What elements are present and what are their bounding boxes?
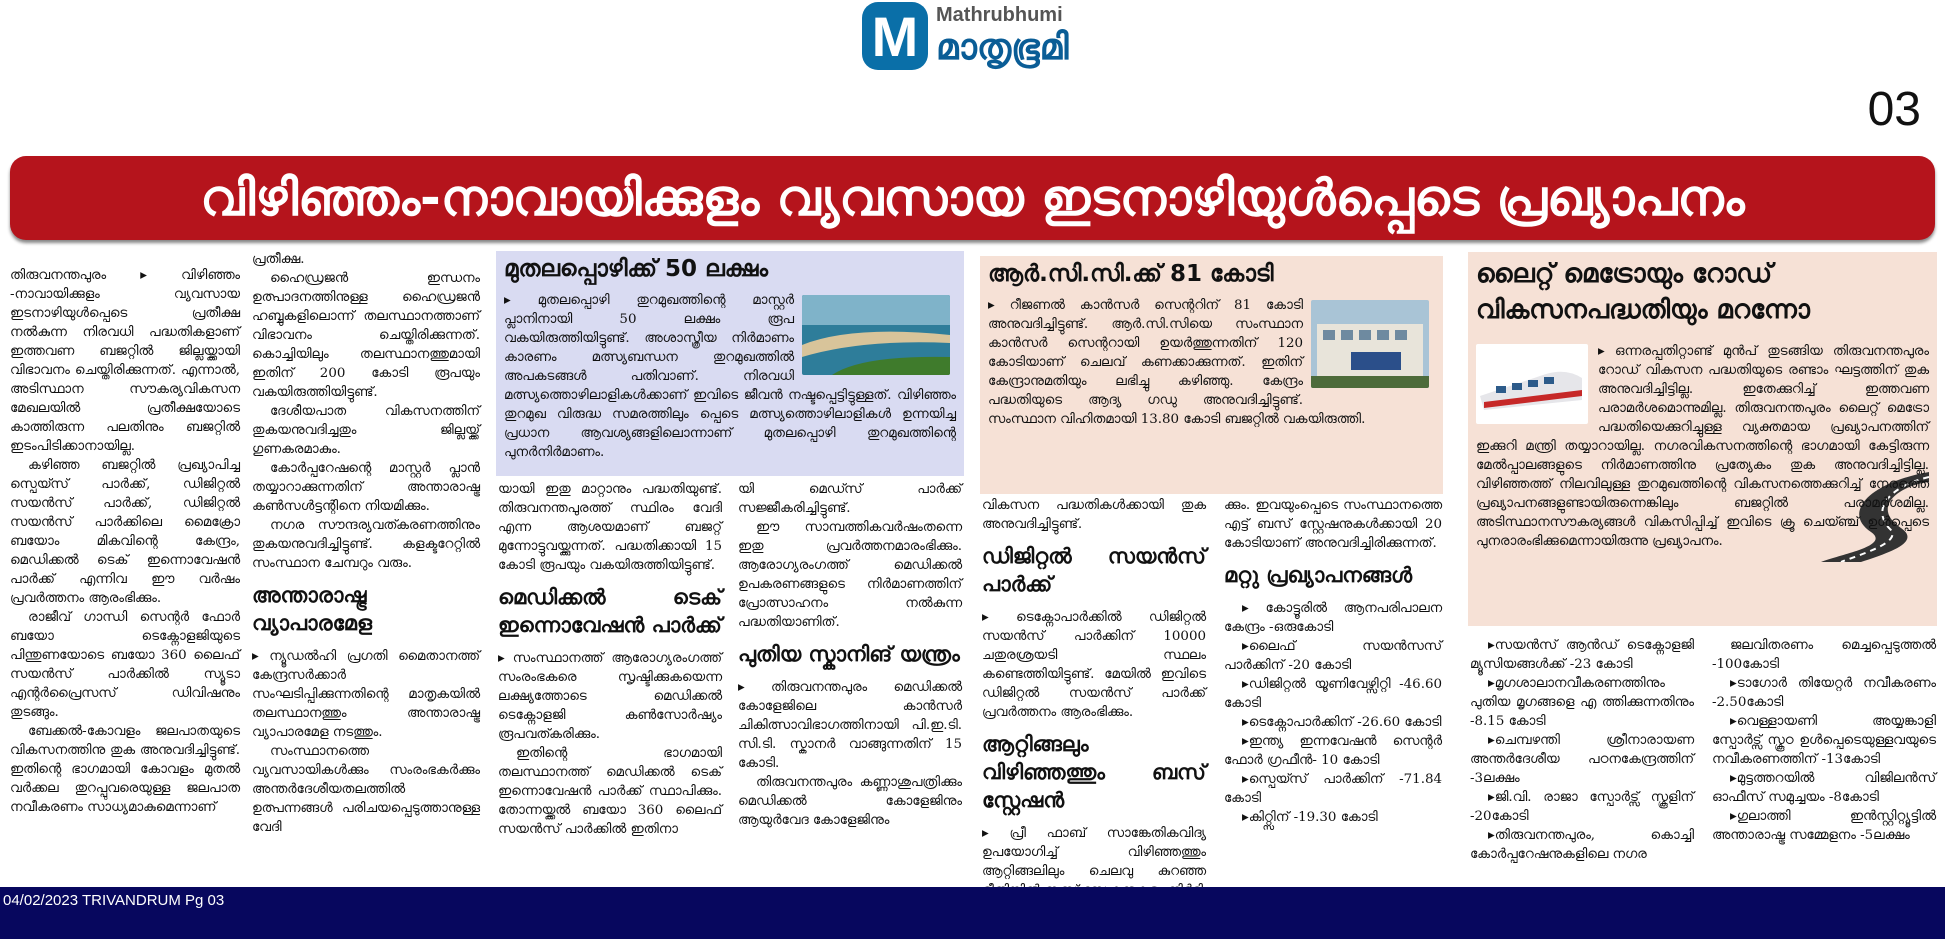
article-column-5a [1470, 636, 1694, 864]
rcc-building-photo [1311, 300, 1429, 388]
article-column-2 [252, 250, 480, 837]
article-column-1 [10, 266, 240, 817]
list-item: ▸ഗുലാത്തി ഇൻസ്റ്റിറ്റ്യൂട്ടിൽ അന്താരാഷ്ട്ര സമ്മേളനം -5ലക്ഷം [1712, 809, 1936, 843]
paragraph: നഗര സൗന്ദര്യവത്കരണത്തിനും തുകയനുവദിച്ചിട്ടുണ്ട്. കളക്ടറേറ്റിൽ സംസ്ഥാന ചേമ്പറും വരും. [252, 518, 480, 571]
list-item: ▸ഇന്ത്യ ഇന്നവേഷൻ സെന്റർ ഫോർ ഗ്രഫീൻ- 10 കോടി [1224, 734, 1442, 768]
subheading: മറ്റു പ്രഖ്യാപനങ്ങൾ [1224, 563, 1413, 587]
paragraph: ▸ തിരുവനന്തപുരം മെഡിക്കൽ കോളേജിലെ കാൻസർ ചികിത്സാവിഭാഗത്തിനായി പി.ഇ.ടി. സി.ടി. സ്കാനർ വാങ്ങുന്നതിന് 15 കോടി. [738, 680, 962, 771]
list-item: ▸കിറ്റ്സിന് -19.30 കോടി [1242, 810, 1378, 825]
sidebar-box-rcc [980, 256, 1443, 494]
paragraph: ഹൈഡ്രജൻ ഇന്ധനം ഉത്പാദനത്തിനുള്ള ഹൈഡ്രജൻ ഹബ്ബുകളിലൊന്ന് തലസ്ഥാനത്താണ് വിഭാവനം ചെയ്തിരിക്കുന്നത്. കൊച്ചിയിലും തലസ്ഥാനത്തുമായി ഇതിന് 200 കോടി രൂപയും വകയിരുത്തിയിട്ടുണ്ട്. [252, 271, 480, 400]
box-text: ▸ ഒന്നരപ്പതിറ്റാണ്ട് മുൻപ് തുടങ്ങിയ തിരുവനന്തപുരം റോഡ് വികസന പദ്ധതിയുടെ രണ്ടാം ഘട്ടത്തിന് തുക അനുവദിച്ചിട്ടില്ല. ഇതേക്കുറിച്ച് ഇത്തവണ പരാമർശമൊന്നുമില്ല. തിരുവനന്തപുരം ലൈറ്റ് മെട്രോ പദ്ധതിയെക്കുറിച്ചുള്ള വ്യക്തമായ പ്രഖ്യാപനത്തിന് ഇക്കുറി മന്ത്രി തയ്യാറായില്ല. നഗരവികസനത്തിന്റെ ഭാഗമായി കേട്ടിരുന്ന മേൽപ്പാലങ്ങളുടെ നിർമാണത്തിനു പ്രത്യേകം തുക അനുവദിച്ചിട്ടില്ല. വിഴിഞ്ഞത്ത് നിലവിലുള്ള തുറമുഖത്തിന്റെ വികസനത്തെക്കുറിച്ച് നേരത്തെ പ്രഖ്യാപനങ്ങളുണ്ടായിരുന്നെങ്കിലും ബജറ്റിൽ പരാമർശമില്ല. അടിസ്ഥാനസൗകര്യങ്ങൾ വികസിപ്പിച്ച് ഇവിടെ ക്രൂ ചെയ്ഞ്ച് ഉൾപ്പെടെ പുനരാരംഭിക്കുമെന്നായിരുന്നു പ്രഖ്യാപനം. [1476, 344, 1929, 549]
subheading: മെഡിക്കൽ ടെക് ഇന്നൊവേഷൻ പാർക്ക് [498, 585, 722, 637]
list-item: ▸ചെമ്പഴന്തി ശ്രീനാരായണ അന്തർദേശീയ പഠനകേന്ദ്രത്തിന് -3ലക്ഷം [1470, 733, 1694, 786]
metro-train-photo [1476, 344, 1588, 424]
paragraph: ഈ സാമ്പത്തികവർഷംതന്നെ ഇതു പ്രവർത്തനമാരംഭിക്കും. ആരോഗ്യരംഗത്ത് മെഡിക്കൽ ഉപകരണങ്ങളുടെ നിർമാണത്തിന് പ്രോത്സാഹനം നൽകുന്ന പദ്ധതിയാണിത്. [738, 520, 962, 630]
list-item: ▸ജി.വി. രാജാ സ്പോർട്സ് സ്കൂളിന് -20കോടി [1470, 790, 1694, 824]
list-item: ▸തിരുവനന്തപുരം, കൊച്ചി കോർപ്പറേഷനുകളിലെ നഗര [1470, 828, 1694, 862]
paragraph: ▸ പ്രീ ഫാബ് സാങ്കേതികവിദ്യ ഉപയോഗിച്ച് വിഴിഞ്ഞത്തും ആറ്റിങ്ങലിലും ചെലവു കുറഞ്ഞ [982, 826, 1206, 879]
list-item: ▸മൃഗശാലാനവീകരണത്തിനും പുതിയ മൃഗങ്ങളെ എ ത്തിക്കുന്നതിനും -8.15 കോടി [1470, 676, 1694, 729]
paragraph: ▸ ടെക്നോപാർക്കിൽ ഡിജിറ്റൽ സയൻസ് പാർക്കിന് 10000 ചതുരശ്രയടി സ്ഥലം കണ്ടെത്തിയിട്ടുണ്ട്. മേയിൽ ഇവിടെ ഡിജിറ്റൽ സയൻസ് പാർക്ക് പ്രവർത്തനം ആരംഭിക്കും. [982, 610, 1206, 720]
paragraph: സംസ്ഥാനത്തെ വ്യവസായികൾക്കും സംരംഭകർക്കും അന്തർദേശീയതലത്തിൽ ഉത്പന്നങ്ങൾ പരിചയപ്പെടുത്താനുള്ള വേദി [252, 744, 480, 835]
headline: വിഴിഞ്ഞം-നാവായിക്കുളം വ്യവസായ ഇടനാഴിയുൾപ്പെടെ പ്രഖ്യാപനം [200, 168, 1745, 227]
paragraph: രാജീവ് ഗാന്ധി സെന്റർ ഫോർ ബയോ ടെക്നോളജിയുടെ പിന്തുണയോടെ ബയോ 360 ലൈഫ് സയൻസ് പാർക്കിൽ സ്യൂടാ എന്റർപ്രൈസസ് ഡിവിഷനും തുടങ്ങും. [10, 610, 240, 720]
list-item: ▸ടെക്നോപാർക്കിന് -26.60 കോടി [1242, 715, 1442, 730]
subheading: അന്താരാഷ്ട്ര വ്യാപാരമേള [252, 583, 372, 635]
logo-english: Mathrubhumi [936, 3, 1063, 26]
list-item: ▸ കോട്ടൂരിൽ ആനപരിപാലന കേന്ദ്രം -ഒരുകോടി [1224, 601, 1442, 635]
list-item: ▸ലൈഫ് സയൻസസ് പാർക്കിന് -20 കോടി [1224, 639, 1442, 673]
paragraph: ദേശീയപാത വികസനത്തിന് തുകയനുവദിച്ചതും ജില്ലയ്ക്ക് ഗുണകരമാകും. [252, 404, 480, 457]
masthead-logo [862, 2, 1069, 70]
paragraph: വികസന പദ്ധതികൾക്കായി തുക അനുവദിച്ചിട്ടുണ്ട്. [982, 498, 1206, 532]
paragraph: ക്കും. ഇവയുംപ്പെടെ സംസ്ഥാനത്തെ എട്ട് ബസ് സ്റ്റേഷനുകൾക്കായി 20 കോടിയാണ് അനുവദിച്ചിരിക്കുന്നത്. [1224, 498, 1442, 551]
paragraph: തിരുവനന്തപുരം കണ്ണാശുപത്രിക്കും മെഡിക്കൽ കോളേജിനും ആയുർവേദ കോളേജിനും [738, 775, 962, 828]
logo-malayalam: മാതൃഭൂമി [936, 26, 1069, 68]
box-text: ▸ റീജണൽ കാൻസർ സെന്ററിന് 81 കോടി അനുവദിച്ചിട്ടുണ്ട്. ആർ.സി.സിയെ സംസ്ഥാന കാൻസർ സെന്ററായി ഉയർത്തുന്നതിന് 120 കോടിയാണ് ചെലവ് കണക്കാക്കുന്നത്. ഇതിന് കേന്ദ്രാനുമതിയും ലഭിച്ചു കഴിഞ്ഞു. കേന്ദ്രം പദ്ധതിയുടെ ആദ്യ ഗഡു അനുവദിച്ചിട്ടുണ്ട്. സംസ്ഥാന വിഹിതമായി 13.80 കോടി ബജറ്റിൽ വകയിരുത്തി. [988, 298, 1366, 427]
footer-bar [0, 887, 1945, 939]
article-column-4a [982, 496, 1206, 900]
box-text: ▸ മുതലപ്പൊഴി തുറമുഖത്തിന്റെ മാസ്റ്റർ പ്ലാനിനായി 50 ലക്ഷം രൂപ വകയിരുത്തിയിട്ടുണ്ട്. അശാസ്ത്രീയ നിർമാണം കാരണം മത്സ്യബന്ധന തുറമുഖത്തിൽ അപകടങ്ങൾ പതിവാണ്. നിരവധി മത്സ്യത്തൊഴിലാളികൾക്കാണ് ഇവിടെ ജീവൻ നഷ്ടപ്പെട്ടിട്ടുള്ളത്. വിഴിഞ്ഞം തുറമുഖ വിരുദ്ധ സമരത്തിലും പ്പെടെ മത്സ്യത്തൊഴിലാളികൾ ഉന്നയിച്ച പ്രധാന ആവശ്യങ്ങളിലൊന്നാണ് മുതലപ്പൊഴി തുറമുഖത്തിന്റെ പുനർനിർമാണം. [504, 293, 956, 460]
paragraph: ▸ സംസ്ഥാനത്ത് ആരോഗ്യരംഗത്ത് സംരംഭകരെ സൃഷ്ടിക്കുകയെന്ന ലക്ഷ്യത്തോടെ മെഡിക്കൽ ടെക്നോളജി കൺസോർഷ്യം രൂപവത്കരിക്കും. [498, 651, 722, 742]
list-item: ▸വെള്ളായണി അയ്യങ്കാളി സ്പോർട്സ് സ്കൂഠ ഉൾപ്പെടെയുള്ളവയുടെ നവീകരണത്തിന് -13കോടി [1712, 714, 1936, 767]
article-column-3b [738, 480, 962, 830]
edition-info: 04/02/2023 TRIVANDRUM Pg 03 [3, 892, 225, 909]
headline-banner [10, 156, 1935, 240]
list-item: ജലവിതരണം മെച്ചപ്പെടുത്തൽ -100കോടി [1712, 638, 1936, 672]
list-item: ▸ഡിജിറ്റൽ യൂണിവേഴ്സിറ്റി -46.60 കോടി [1224, 677, 1442, 711]
paragraph: ഇതിന്റെ ഭാഗമായി തലസ്ഥാനത്ത് മെഡിക്കൽ ടെക് ഇന്നൊവേഷൻ പാർക്ക് സ്ഥാപിക്കും. തോന്നയ്ക്കൽ ബയോ 360 ലൈഫ് സയൻസ് പാർക്കിൽ ഇതിനാ [498, 746, 722, 837]
harbour-photo [802, 295, 950, 375]
box-title: ലൈറ്റ് മെട്രോയും റോഡ് വികസനപദ്ധതിയും മറന്നോ [1476, 259, 1810, 325]
list-item: ▸ടാഗോർ തിയേറ്റർ നവീകരണം -2.50കോടി [1712, 676, 1936, 710]
paragraph: ബേക്കൽ-കോവളം ജലപാതയുടെ വികസനത്തിനു തുക അനുവദിച്ചിട്ടുണ്ട്. ഇതിന്റെ ഭാഗമായി കോവളം മുതൽ വർക്കല തുറപ്പുവരെയുള്ള ജലപാത നവീകരണം സാധ്യമാകുമെന്നാണ് [10, 724, 240, 815]
paragraph: തിരുവനന്തപുരം ▸ വിഴിഞ്ഞം -നാവായിക്കുളം വ്യവസായ ഇടനാഴിയുൾപ്പെടെ പ്രതീക്ഷ നൽകുന്ന നിരവധി പദ്ധതികളാണ് ഇത്തവണ ബജറ്റിൽ ജില്ലയ്ക്കായി വിഭാവനം ചെയ്തിരിക്കുന്നത്. എന്നാൽ, അടിസ്ഥാന സൗകര്യവികസന മേഖലയിൽ പ്രതീക്ഷയോടെ കാത്തിരുന്ന പലതിനും ബജറ്റിൽ ഇടംപിടിക്കാനായില്ല. [10, 268, 240, 454]
list-item: ▸സയൻസ് ആൻഡ് ടെക്നോളജി മ്യൂസിയങ്ങൾക്ക് -23 കോടി [1470, 638, 1694, 672]
logo-mark: M [862, 2, 928, 70]
subheading: ആറ്റിങ്ങലും വിഴിഞ്ഞത്തും ബസ് സ്റ്റേഷൻ [982, 732, 1206, 812]
paragraph: യി മെഡ്സ് പാർക്ക് സജ്ജീകരിച്ചിട്ടുണ്ട്. [738, 482, 962, 516]
box-title: ആർ.സി.സി.ക്ക് 81 കോടി [988, 261, 1274, 287]
list-item: ▸സ്പെയ്സ് പാർക്കിന് -71.84 കോടി [1224, 772, 1442, 806]
sidebar-box-muthalappozhi [496, 251, 964, 476]
paragraph: യായി ഇതു മാറ്റാനും പദ്ധതിയുണ്ട്. തിരുവനന്തപുരത്ത് സ്ഥിരം വേദി എന്ന ആശയമാണ് ബജറ്റ് മുന്നോട്ടുവയ്ക്കുന്നത്. പദ്ധതിക്കായി 15 കോടി രൂപയും വകയിരുത്തിയിട്ടുണ്ട്. [498, 482, 722, 573]
box-title: മുതലപ്പൊഴിക്ക് 50 ലക്ഷം [504, 256, 768, 282]
page-number: 03 [1867, 83, 1921, 136]
paragraph: പ്രതീക്ഷ. [252, 252, 305, 267]
sidebar-box-light-metro [1468, 252, 1937, 626]
paragraph: കഴിഞ്ഞ ബജറ്റിൽ പ്രഖ്യാപിച്ച സ്പെയ്സ് പാർക്ക്, ഡിജിറ്റൽ സയൻസ് പാർക്ക്, ഡിജിറ്റൽ സയൻസ് പാർക്കിലെ മൈക്രോ ബയോം മികവിന്റെ കേന്ദ്രം, മെഡിക്കൽ ടെക് ഇന്നൊവേഷൻ പാർക്ക് എന്നിവ ഈ വർഷം പ്രവർത്തനം ആരംഭിക്കും. [10, 458, 240, 606]
article-column-4b [1224, 496, 1442, 827]
article-column-5b [1712, 636, 1936, 845]
subheading: പുതിയ സ്കാനിങ് യന്ത്രം [738, 642, 960, 666]
list-item: ▸മുട്ടത്തറയിൽ വിജിലൻസ് ഓഫീസ് സമുച്ചയം -8കോടി [1712, 771, 1936, 805]
subheading: ഡിജിറ്റൽ സയൻസ് പാർക്ക് [982, 544, 1206, 596]
article-column-3a [498, 480, 722, 839]
paragraph: കോർപ്പറേഷന്റെ മാസ്റ്റർ പ്ലാൻ തയ്യാറാക്കുന്നതിന് അന്താരാഷ്ട്ര കൺസൾട്ടന്റിനെ നിയമിക്കും. [252, 461, 480, 514]
paragraph: ▸ ന്യൂഡൽഹി പ്രഗതി മൈതാനത്ത് കേന്ദ്രസർക്കാർ സംഘടിപ്പിക്കുന്നതിന്റെ മാതൃകയിൽ തലസ്ഥാനത്തും അന്താരാഷ്ട്ര വ്യാപാരമേള നടത്തും. [252, 649, 480, 740]
